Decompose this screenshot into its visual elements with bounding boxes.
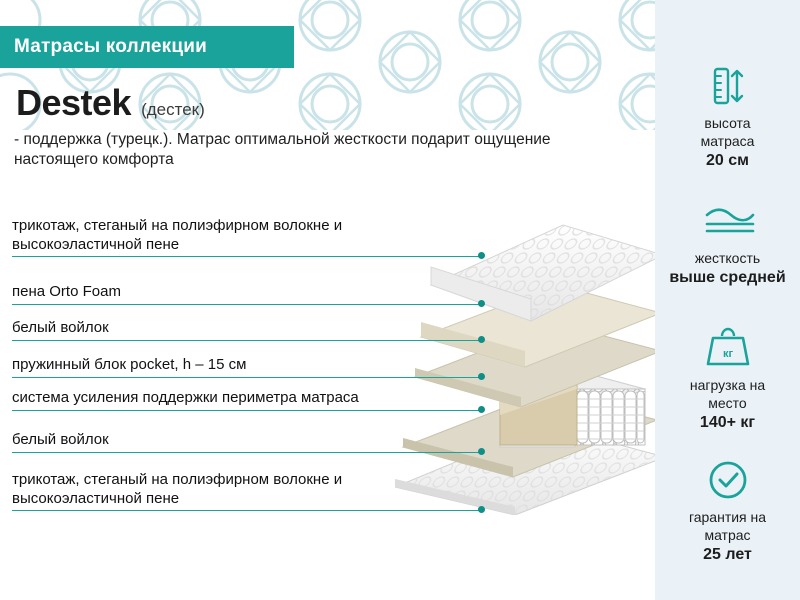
callout-rule-perimeter bbox=[12, 410, 482, 411]
spec-load bbox=[655, 320, 800, 432]
warranty-check-icon bbox=[655, 452, 800, 508]
callout-layer-felt-top: белый войлок bbox=[12, 319, 109, 336]
collection-banner bbox=[0, 26, 294, 68]
callout-dot-perimeter bbox=[478, 406, 485, 413]
spec-load-value: 140+ кг bbox=[699, 414, 756, 431]
callout-rule-orto-foam bbox=[12, 304, 482, 305]
callout-layer-top-knit: трикотаж, стеганый на полиэфирном волокне и высокоэластичной пене bbox=[12, 217, 343, 253]
collection-label: Матрасы коллекции bbox=[14, 36, 207, 57]
spec-height bbox=[655, 58, 800, 170]
spec-warranty bbox=[655, 452, 800, 564]
callout-layer-perimeter: система усиления поддержки периметра матраса bbox=[12, 389, 359, 406]
page-title-translit: (дестек) bbox=[141, 100, 205, 119]
product-title-row bbox=[16, 82, 205, 124]
callout-layer-felt-bottom: белый войлок bbox=[12, 431, 109, 448]
spec-load-label bbox=[655, 376, 800, 432]
spec-height-label-line1: высота bbox=[704, 115, 751, 131]
mattress-exploded-diagram bbox=[395, 195, 665, 515]
spec-sidebar bbox=[655, 0, 800, 600]
callout-layer-orto-foam: пена Orto Foam bbox=[12, 283, 121, 300]
spec-firmness-value: выше средней bbox=[669, 269, 786, 286]
callout-rule-top-knit bbox=[12, 256, 482, 257]
callout-rule-pocket bbox=[12, 377, 482, 378]
callout-dot-bottom-knit bbox=[478, 506, 485, 513]
callout-dot-orto-foam bbox=[478, 300, 485, 307]
callout-layer-pocket: пружинный блок pocket, h – 15 см bbox=[12, 356, 247, 373]
weight-kg-icon-text: кг bbox=[722, 348, 733, 360]
spec-load-label-line1: нагрузка на bbox=[689, 377, 766, 393]
callout-rule-felt-bottom bbox=[12, 452, 482, 453]
spec-height-value: 20 см bbox=[706, 152, 749, 169]
spec-firmness-label bbox=[655, 249, 800, 287]
callout-dot-felt-top bbox=[478, 336, 485, 343]
callout-dot-top-knit bbox=[478, 252, 485, 259]
product-subtitle: - поддержка (турецк.). Матрас оптимальной жесткости подарит ощущение настоящего комфорта bbox=[14, 131, 551, 168]
spec-height-label bbox=[655, 114, 800, 170]
callout-dot-felt-bottom bbox=[478, 448, 485, 455]
callout-rule-bottom-knit bbox=[12, 510, 482, 511]
page-title: Destek bbox=[16, 82, 132, 123]
callout-dot-pocket bbox=[478, 373, 485, 380]
spec-firmness-label-line1: жесткость bbox=[694, 250, 761, 266]
spec-warranty-label-line1: гарантия на bbox=[688, 509, 767, 525]
spec-warranty-value: 25 лет bbox=[703, 546, 752, 563]
spec-height-label-line2: матраса bbox=[700, 133, 755, 149]
firmness-waves-icon bbox=[655, 193, 800, 249]
height-ruler-icon bbox=[655, 58, 800, 114]
callout-layer-bottom-knit: трикотаж, стеганый на полиэфирном волокне и высокоэластичной пене bbox=[12, 471, 343, 507]
spec-firmness bbox=[655, 193, 800, 287]
spec-warranty-label-line2: матрас bbox=[704, 527, 751, 543]
spec-warranty-label bbox=[655, 508, 800, 564]
spec-load-label-line2: место bbox=[708, 395, 747, 411]
callout-rule-felt-top bbox=[12, 340, 482, 341]
weight-kg-icon bbox=[655, 320, 800, 376]
